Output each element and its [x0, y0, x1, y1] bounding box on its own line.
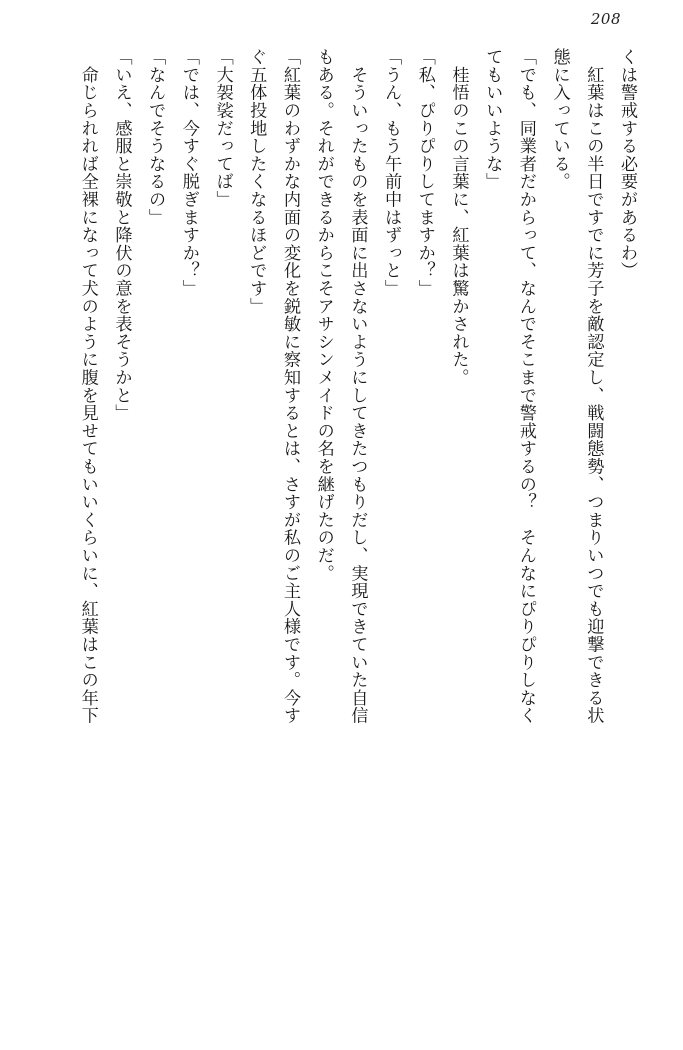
text-line: そういったものを表面に出さないようにしてきたつもりだし、実現できていた自信 — [347, 48, 368, 725]
text-line: 「なんでそうなるの」 — [145, 48, 166, 226]
text-line: 「私、ぴりぴりしてますか？」 — [414, 48, 435, 298]
page-number: 208 — [590, 10, 621, 28]
text-line: 命じられれば全裸になって犬のように腹を見せてもいいくらいに、紅葉はこの年下 — [77, 48, 98, 725]
text-line: 態に入っている。 — [549, 48, 570, 191]
text-line: 「紅葉のわずかな内面の変化を鋭敏に察知するとは、さすが私のご主人様です。今す — [279, 48, 300, 725]
text-line: 紅葉はこの半日ですでに芳子を敵認定し、戦闘態勢、つまりいつでも迎撃できる状 — [583, 48, 604, 725]
text-line: くは警戒する必要があるわ） — [617, 48, 637, 280]
text-line: 桂悟のこの言葉に、紅葉は驚かされた。 — [448, 48, 469, 387]
text-line: 「いえ、感服と崇敬と降伏の意を表そうかと」 — [111, 48, 132, 422]
text-line: 「では、今すぐ脱ぎますか？」 — [178, 48, 199, 298]
text-line: もある。それができるからこそアサシンメイドの名を継げたのだ。 — [313, 48, 334, 582]
text-line: 「でも、同業者だからって、なんでそこまで警戒するの？ そんなにぴりぴりしなく — [515, 48, 536, 725]
text-line: 「うん、もう午前中はずっと」 — [381, 48, 402, 298]
text-line: ぐ五体投地したくなるほどです」 — [246, 48, 267, 315]
text-line: てもいいような」 — [482, 48, 503, 191]
text-line: 「大袈裟だってば」 — [212, 48, 233, 209]
page-text-body — [24, 48, 643, 1032]
